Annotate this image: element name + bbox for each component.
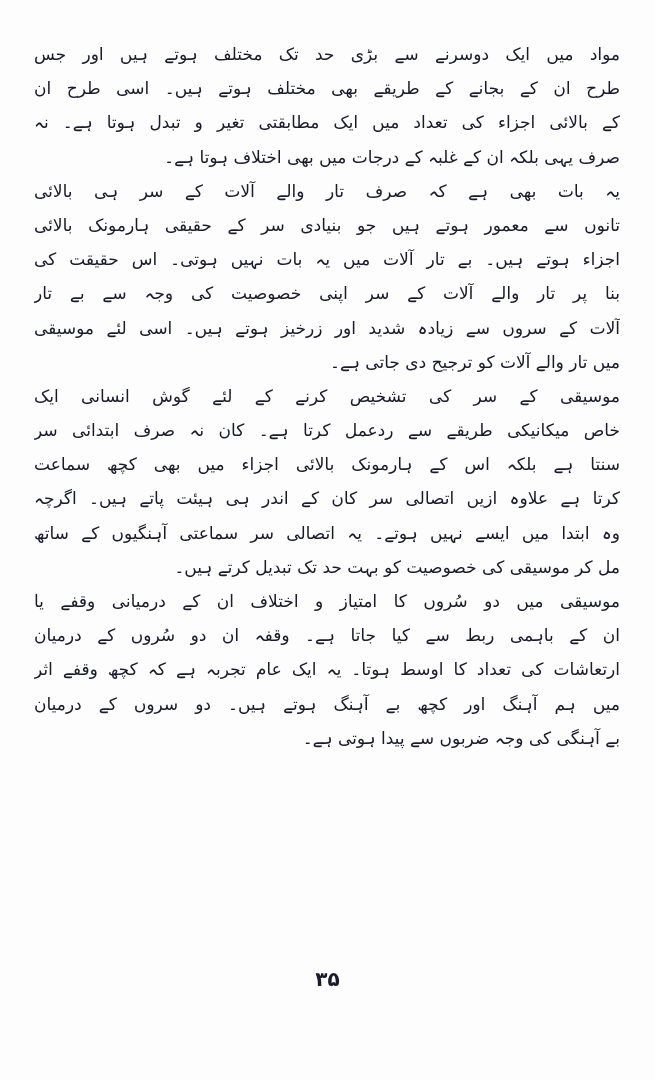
text-line: بنا پر تار والے آلات کے سر اپنی خصوصیت کی وجہ سے بے تار (34, 284, 620, 305)
text-line: ارتعاشات کی تعداد کا اوسط ہوتا۔ یہ ایک عام تجربہ ہے کہ کچھ وقفے اثر (34, 660, 620, 681)
text-line: میں تار والے آلات کو ترجیح دی جاتی ہے۔ (330, 352, 620, 373)
page-number: ۳۵ (315, 967, 340, 991)
text-line: ان کے باہمی ربط سے کیا جاتا ہے۔ وقفہ ان دو سُروں کے درمیان (34, 626, 620, 647)
text-line: اجزاء ہوتے ہیں۔ بے تار آلات میں یہ بات نہیں ہوتی۔ اس حقیقت کی (34, 250, 620, 271)
text-line: وہ ابتدا میں ایسے نہیں ہوتے۔ یہ اتصالی سر سماعتی آہنگیوں کے ساتھ (34, 523, 620, 544)
text-line: صرف یہی بلکہ ان کے غلبہ کے درجات میں بھی اختلاف ہوتا ہے۔ (164, 147, 620, 168)
text-line: آلات کے سروں سے زیادہ شدید اور زرخیز ہوتے ہیں۔ اسی لئے موسیقی (34, 318, 620, 339)
text-line: کرتا ہے علاوہ ازیں اتصالی سر کان کے اندر ہی ہیئت پاتے ہیں۔ اگرچہ (34, 489, 620, 510)
text-line: موسیقی کے سر کی تشخیص کرنے کے لئے گوش انسانی ایک (34, 386, 620, 407)
text-line: خاص میکانیکی طریقے سے ردعمل کرتا ہے۔ کان نہ صرف ابتدائی سر (34, 421, 620, 442)
text-line: سنتا ہے بلکہ اس کے ہارمونک بالائی اجزاء میں بھی کچھ سماعت (34, 455, 620, 476)
text-line: مل کر موسیقی کی خصوصیت کو بہت حد تک تبدیل کرتے ہیں۔ (174, 557, 620, 578)
text-line: بے آہنگی کی وجہ ضربوں سے پیدا ہوتی ہے۔ (302, 728, 620, 749)
text-line: یہ بات بھی ہے کہ صرف تار والے آلات کے سر ہی بالائی (34, 181, 620, 202)
text-line: طرح ان کے بجانے کے طریقے بھی مختلف ہوتے ہیں۔ اسی طرح ان (34, 79, 620, 100)
text-line: میں ہم آہنگ اور کچھ بے آہنگ ہوتے ہیں۔ دو سروں کے درمیان (34, 694, 620, 715)
text-line: تانوں سے معمور ہوتے ہیں جو بنیادی سر کے حقیقی ہارمونک بالائی (34, 215, 620, 236)
text-line: کے بالائی اجزاء کی تعداد میں ایک مطابقتی تغیر و تبدل ہوتا ہے۔ نہ (34, 113, 620, 134)
text-line: مواد میں ایک دوسرنے سے بڑی حد تک مختلف ہوتے ہیں اور جس (34, 45, 620, 65)
text-line: موسیقی میں دو سُروں کا امتیاز و اختلاف ان کے درمیانی وقفے یا (34, 592, 620, 612)
body-text (34, 38, 620, 756)
